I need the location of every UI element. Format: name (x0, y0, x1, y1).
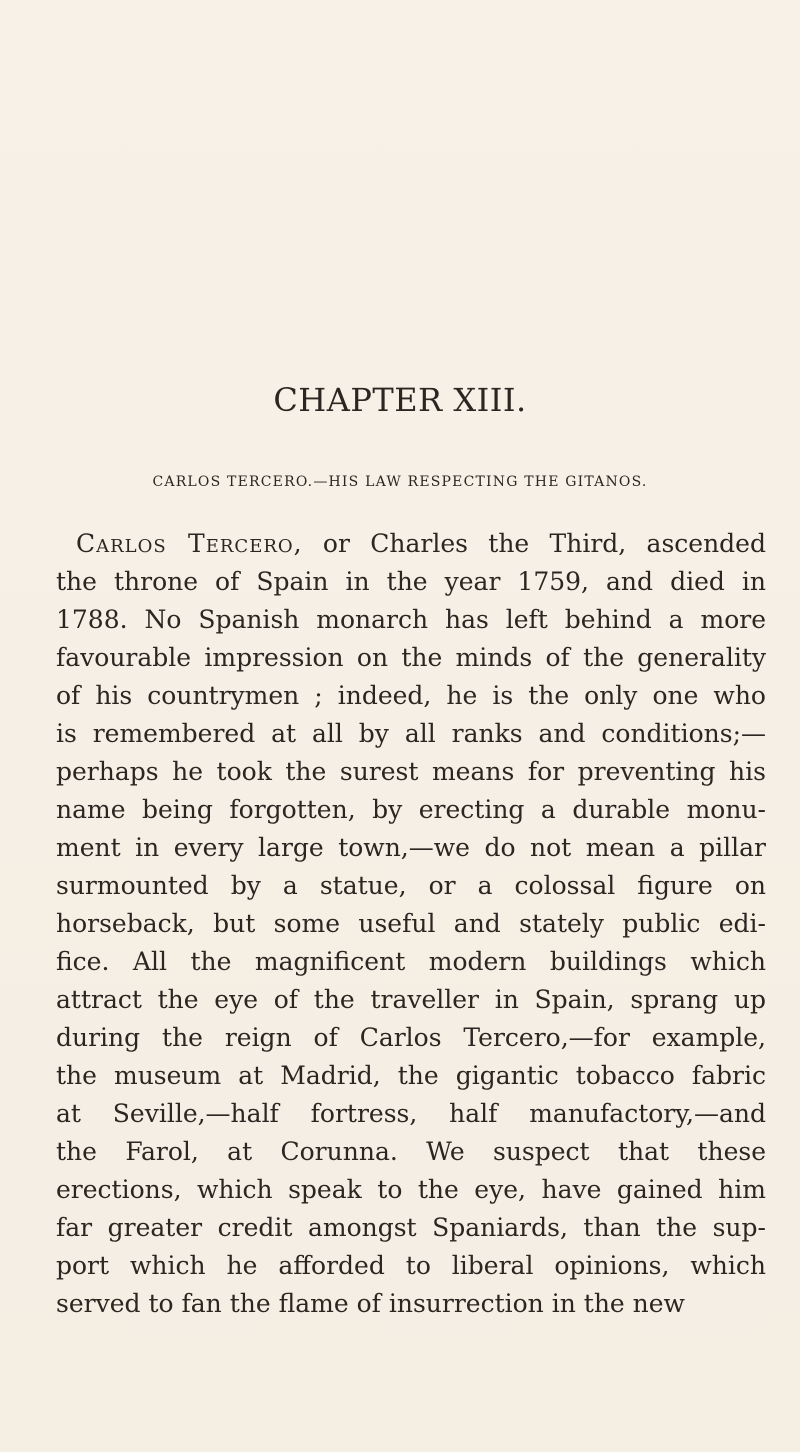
text-line: 1788. No Spanish monarch has left behind a more (56, 605, 766, 634)
text-line: far greater credit amongst Spaniards, than the sup- (56, 1213, 766, 1242)
text-line: of his countrymen ; indeed, he is the only one who (56, 681, 766, 710)
text-line: is remembered at all by all ranks and conditions;— (56, 719, 766, 748)
text-line: at Seville,—half fortress, half manufactory,—and (56, 1099, 766, 1128)
text-line: the museum at Madrid, the gigantic tobacco fabric (56, 1061, 766, 1090)
text-line: attract the eye of the traveller in Spain, sprang up (56, 985, 766, 1014)
text-line: ment in every large town,—we do not mean a pillar (56, 833, 766, 862)
text-line: the Farol, at Corunna. We suspect that these (56, 1137, 766, 1166)
text-line: perhaps he took the surest means for preventing his (56, 757, 766, 786)
text-line: horseback, but some useful and stately public edi- (56, 909, 766, 938)
text-line: name being forgotten, by erecting a durable monu- (56, 795, 766, 824)
text-line (56, 525, 766, 563)
chapter-title: CHAPTER XIII. (273, 381, 527, 419)
text-line: during the reign of Carlos Tercero,—for example, (56, 1023, 766, 1052)
text-line-content: or Charles the Third, ascended (302, 529, 766, 558)
text-line: fice. All the magnificent modern buildings which (56, 947, 766, 976)
text-line: erections, which speak to the eye, have gained him (56, 1175, 766, 1204)
text-line: the throne of Spain in the year 1759, and died in (56, 567, 766, 596)
chapter-subtitle: CARLOS TERCERO.—HIS LAW RESPECTING THE GITANOS. (152, 474, 648, 490)
text-line: surmounted by a statue, or a colossal figure on (56, 871, 766, 900)
body-paragraph (56, 525, 766, 1323)
text-line: served to fan the flame of insurrection in the new (56, 1289, 685, 1318)
opening-words: Carlos Tercero, (76, 529, 303, 558)
text-line: favourable impression on the minds of the generality (56, 643, 766, 672)
text-line: port which he afforded to liberal opinions, which (56, 1251, 766, 1280)
